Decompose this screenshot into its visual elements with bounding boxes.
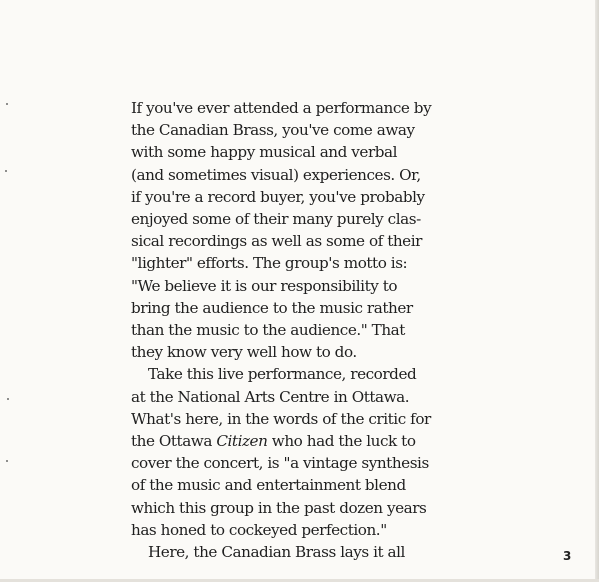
text-line: the Canadian Brass, you've come away	[131, 121, 415, 140]
text-line: at the National Arts Centre in Ottawa.	[131, 387, 410, 406]
text-line: "We believe it is our responsibility to	[131, 276, 398, 295]
paper-speck	[5, 170, 7, 172]
text-line: they know very well how to do.	[131, 343, 357, 362]
text-run: the Ottawa	[131, 432, 217, 451]
paper-speck	[6, 103, 8, 105]
text-line: (and sometimes visual) experiences. Or,	[131, 165, 421, 184]
paper-speck	[7, 398, 9, 400]
text-line: If you've ever attended a performance by	[131, 99, 432, 117]
text-line: cover the concert, is "a vintage synthesis	[131, 454, 429, 473]
text-line: with some happy musical and verbal	[131, 143, 398, 162]
text-run: who had the luck to	[267, 432, 416, 451]
text-line: which this group in the past dozen years	[131, 498, 427, 517]
text-line: than the music to the audience." That	[131, 321, 405, 340]
text-line: enjoyed some of their many purely clas-	[131, 210, 421, 229]
text-line: What's here, in the words of the critic for	[131, 409, 431, 428]
text-line-with-italic	[131, 430, 461, 452]
paragraph-3	[131, 541, 461, 563]
text-line: has honed to cockeyed perfection."	[131, 520, 387, 539]
text-line: Here, the Canadian Brass lays it all	[148, 543, 405, 562]
paragraph-1	[131, 97, 461, 363]
text-line: sical recordings as well as some of their	[131, 232, 422, 251]
paragraph-2	[131, 363, 461, 541]
page-edge-shadow	[595, 0, 599, 582]
text-line: if you're a record buyer, you've probably	[131, 187, 425, 206]
paper-speck	[6, 460, 8, 462]
text-line: Take this live performance, recorded	[148, 365, 417, 384]
text-line: bring the audience to the music rather	[131, 298, 413, 317]
text-line: "lighter" efforts. The group's motto is:	[131, 254, 408, 273]
liner-notes-text	[131, 97, 461, 563]
page-number: 3	[563, 549, 572, 563]
newspaper-title: Citizen	[216, 432, 268, 451]
text-line: of the music and entertainment blend	[131, 476, 406, 495]
